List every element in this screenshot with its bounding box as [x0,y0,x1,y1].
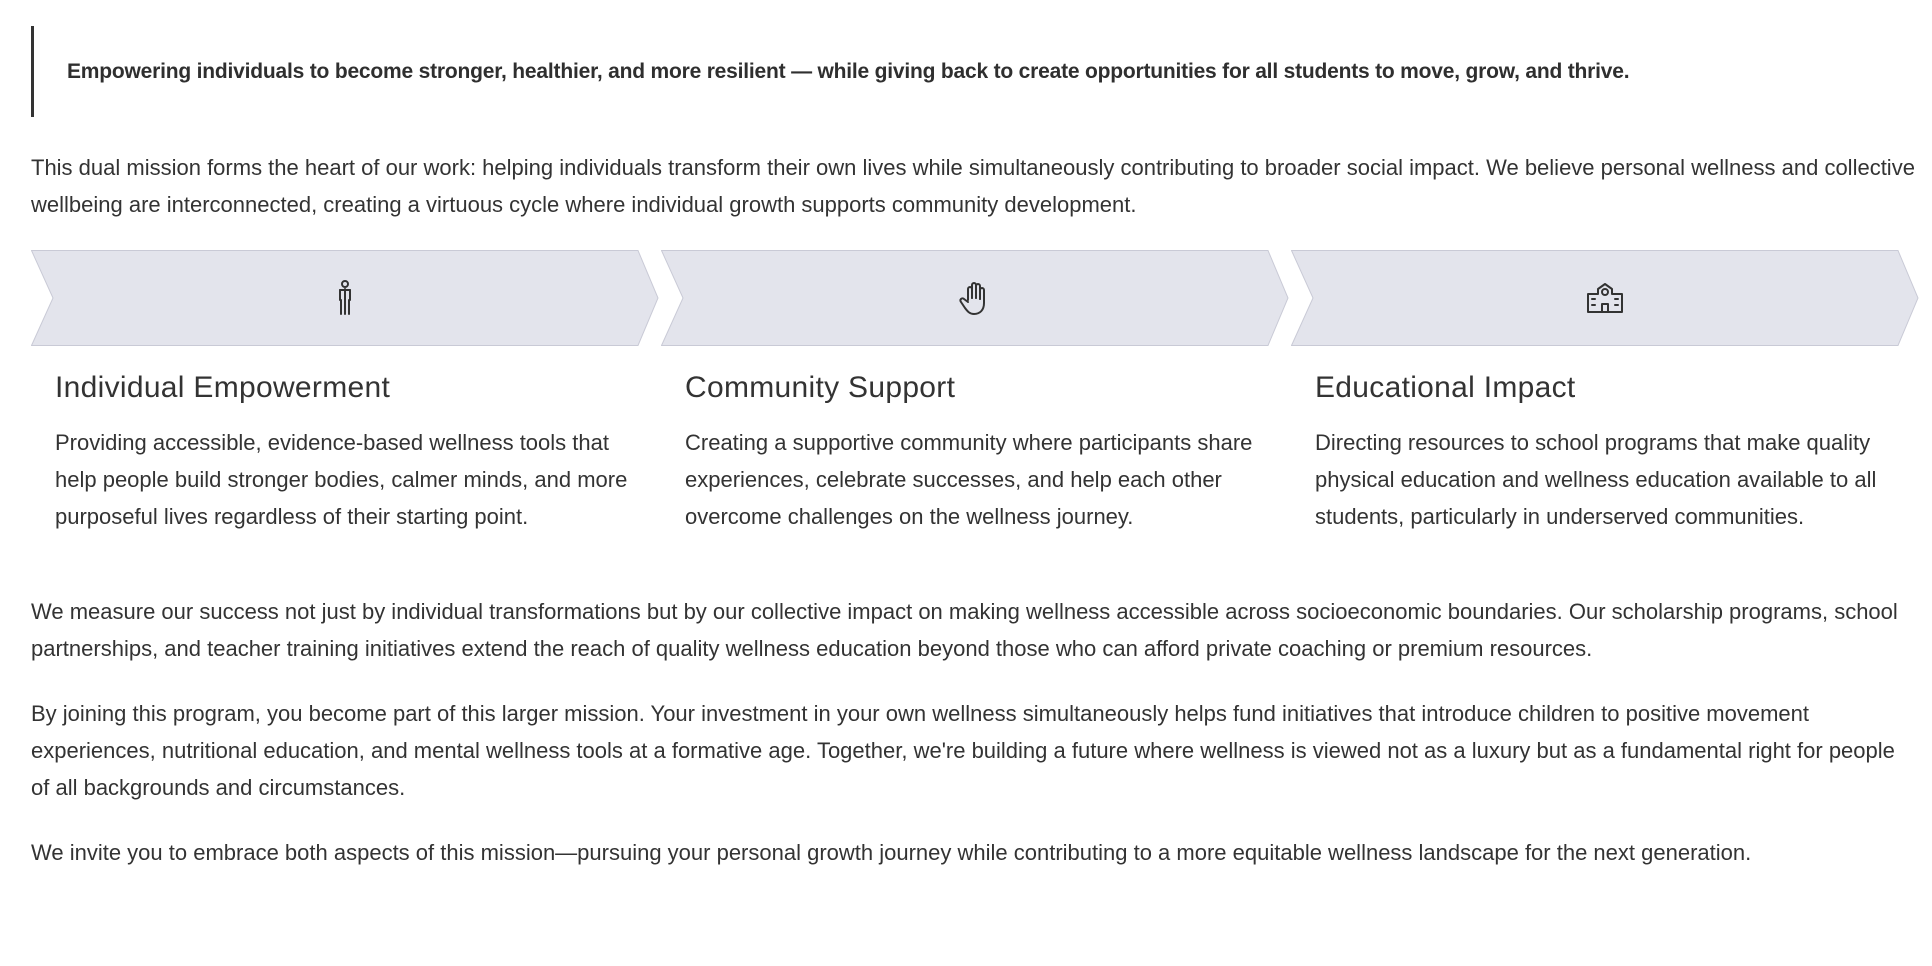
pillar-educational-impact [1291,250,1921,535]
person-icon [325,278,365,318]
body-paragraph: We measure our success not just by individual transformations but by our collective impact on making wellness accessible across socioeconomic boundaries. Our scholarship programs, school partnerships, and teacher training initiatives extend the reach of quality wellness education beyond those who can afford private coaching or premium resources. [31,599,1898,661]
pillar-title: Educational Impact [1315,371,1576,404]
pillar-chevron [1291,250,1919,346]
body-paragraph: By joining this program, you become part of this larger mission. Your investment in your own wellness simultaneously helps fund initiatives that introduce children to positive movement experiences, nutritional education, and mental wellness tools at a formative age. Together, we're building a future where wellness is viewed not as a luxury but as a fundamental right for people of all backgrounds and circumstances. [31,701,1895,800]
pillar-chevron [31,250,659,346]
pillar-chevron [661,250,1289,346]
pillar-body [661,368,1291,535]
closing-paragraph: We invite you to embrace both aspects of this mission—pursuing your personal growth journey while contributing to a more equitable wellness landscape for the next generation. [31,840,1752,865]
intro-paragraph: This dual mission forms the heart of our work: helping individuals transform their own lives while simultaneously contributing to broader social impact. We believe personal wellness and collective wellbeing are interconnected, creating a virtuous cycle where individual growth supports community development. [31,155,1915,217]
pillar-description: Creating a supportive community where participants share experiences, celebrate successes, and help each other overcome challenges on the wellness journey. [685,430,1253,529]
pillar-individual-empowerment [31,250,661,535]
mission-section [31,26,1917,871]
pillar-description: Providing accessible, evidence-based wellness tools that help people build stronger bodies, calmer minds, and more purposeful lives regardless of their starting point. [55,430,628,529]
mission-quote: Empowering individuals to become stronger, healthier, and more resilient — while giving back to create opportunities for all students to move, grow, and thrive. [31,26,1917,117]
pillar-title: Community Support [685,371,956,404]
pillars-row [31,250,1917,535]
school-icon [1585,278,1625,318]
pillar-body [1291,368,1921,535]
hand-icon [955,278,995,318]
pillar-body [31,368,661,535]
pillar-title: Individual Empowerment [55,371,391,404]
pillar-description: Directing resources to school programs that make quality physical education and wellness education available to all students, particularly in underserved communities. [1315,430,1877,529]
pillar-community-support [661,250,1291,535]
